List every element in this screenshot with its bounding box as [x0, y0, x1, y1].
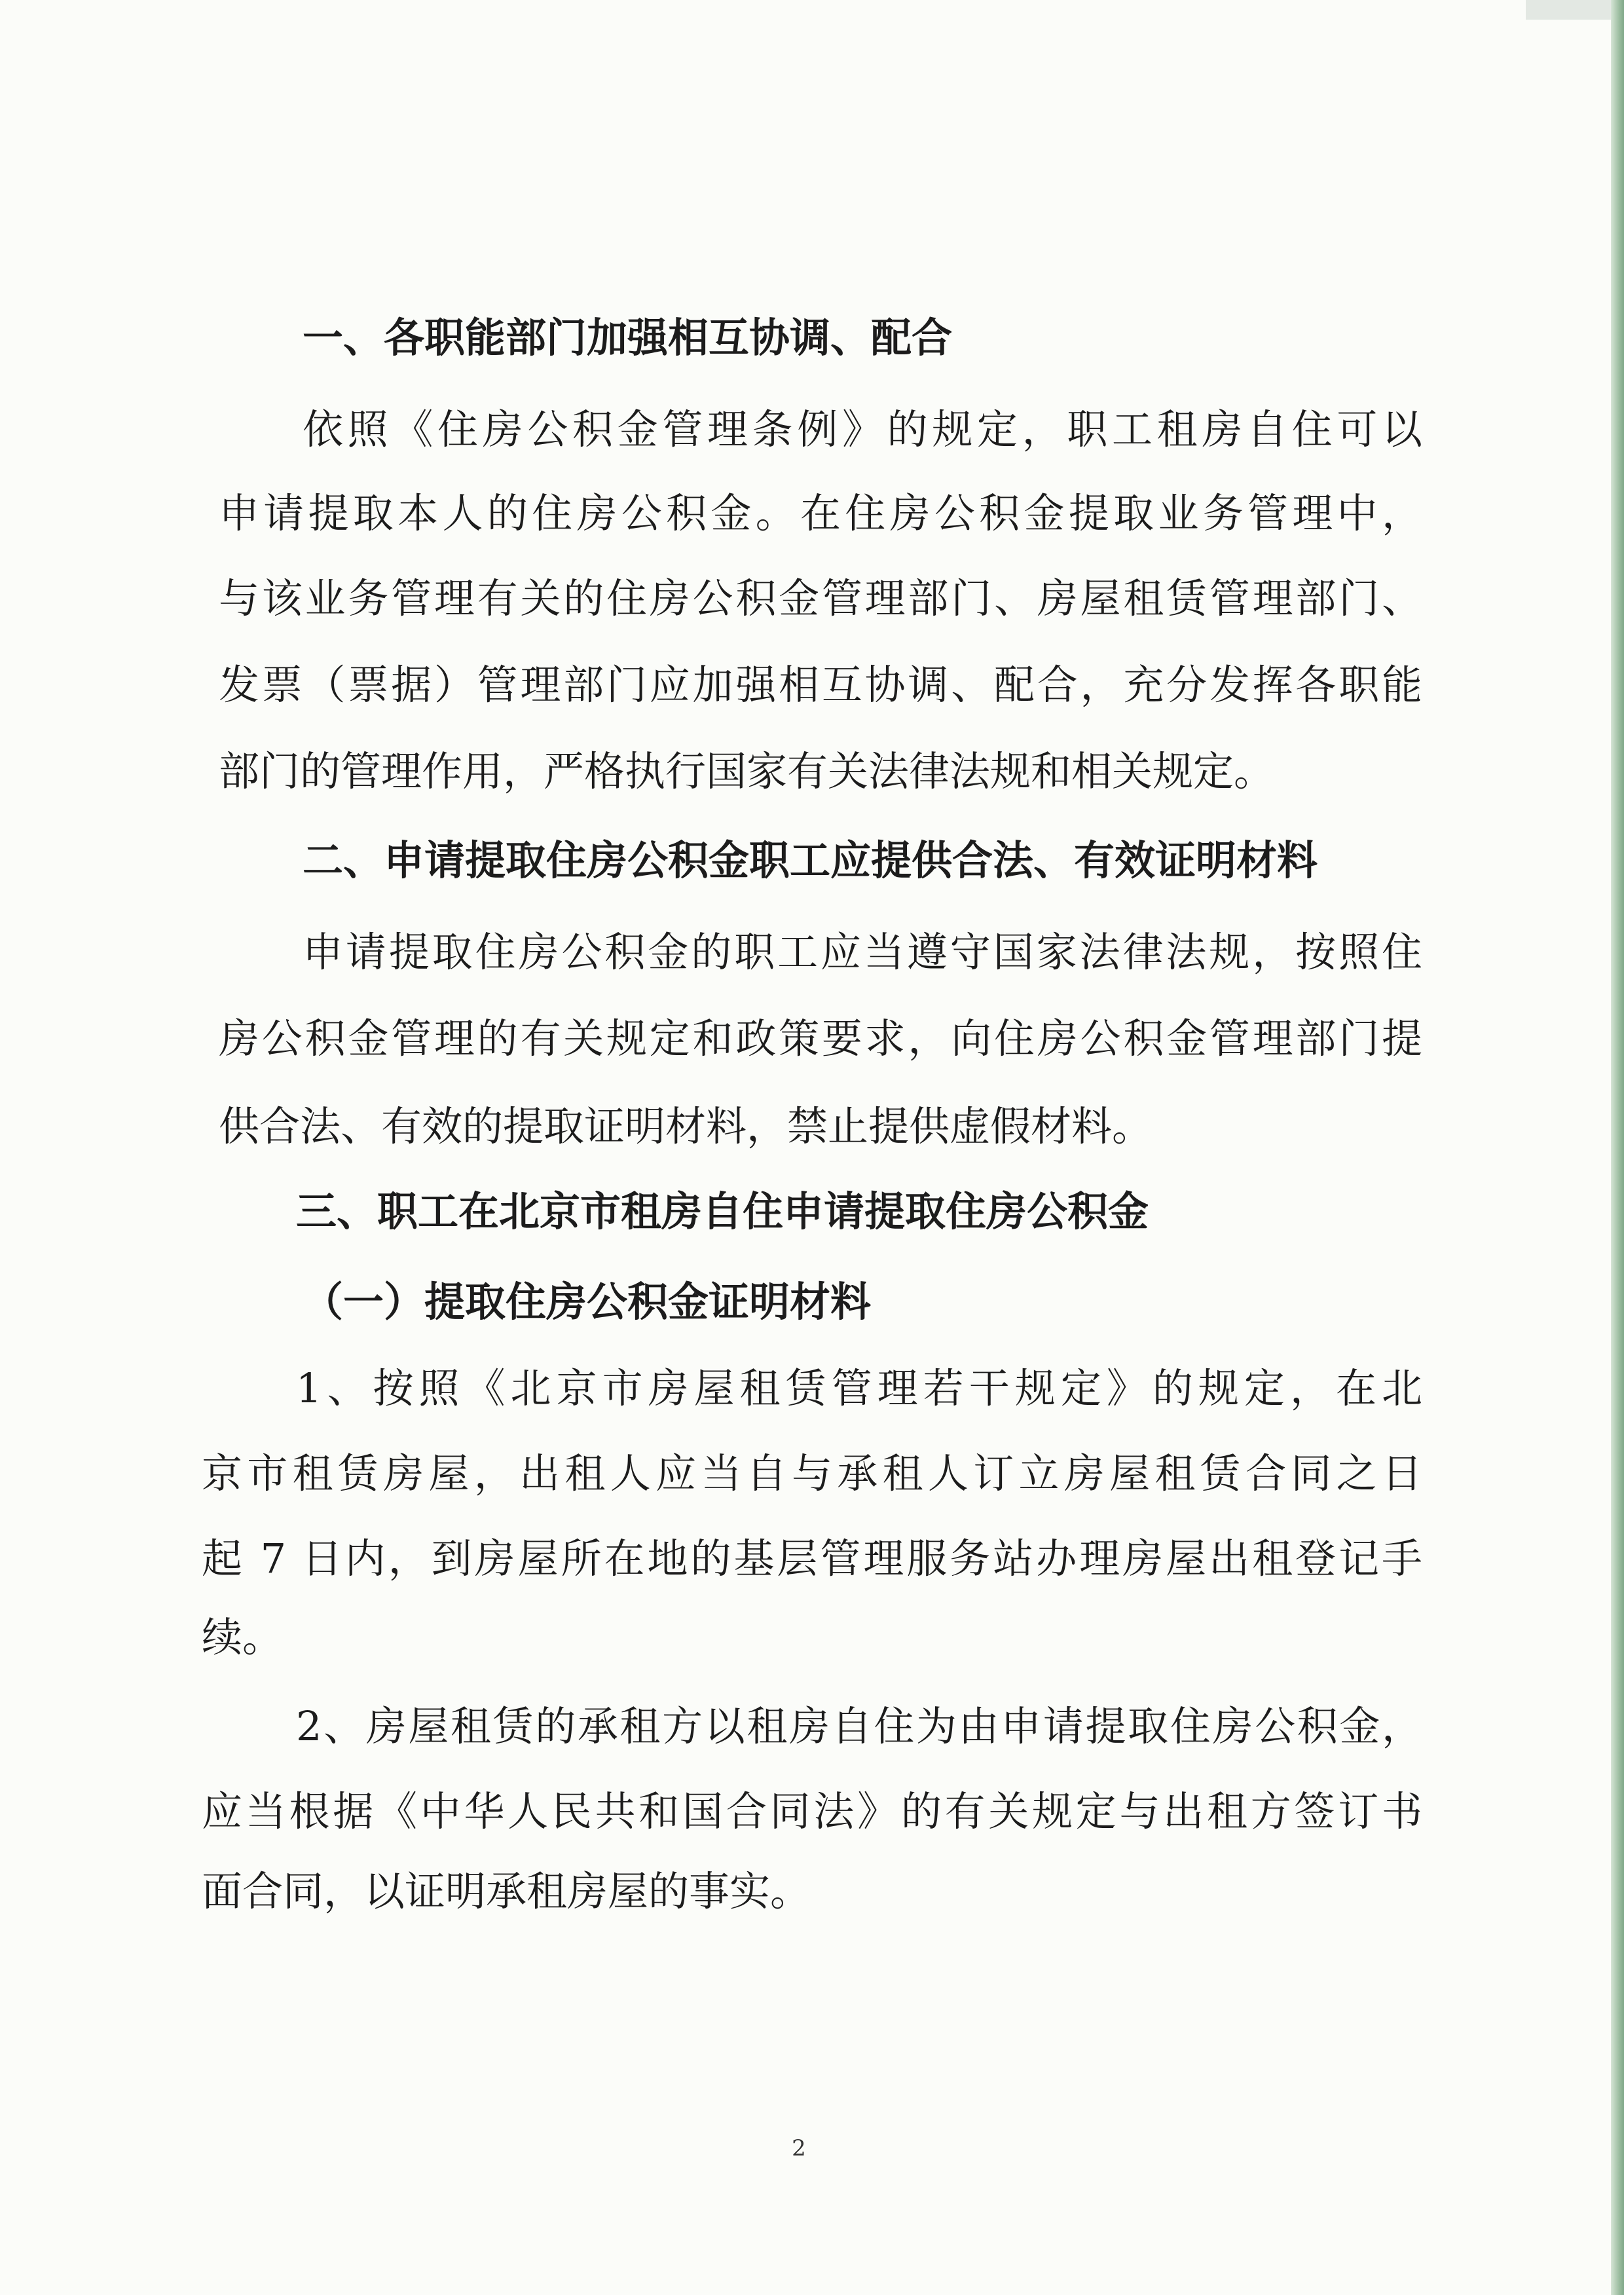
- section-3-heading: 三、职工在北京市租房自住申请提取住房公积金: [296, 1187, 1149, 1235]
- section-2-line-1: 申请提取住房公积金的职工应当遵守国家法律法规，按照住: [303, 928, 1422, 976]
- scan-edge-mark: [1526, 0, 1611, 20]
- section-1-heading: 一、各职能部门加强相互协调、配合: [303, 314, 953, 362]
- section-1-line-3: 与该业务管理有关的住房公积金管理部门、房屋租赁管理部门、: [219, 574, 1422, 622]
- item-1-line-1: 1、按照《北京市房屋租赁管理若干规定》的规定，在北: [296, 1364, 1422, 1412]
- item-2-line-1: 2、房屋租赁的承租方以租房自住为由申请提取住房公积金，: [296, 1702, 1422, 1750]
- item-2-line-2: 应当根据《中华人民共和国合同法》的有关规定与出租方签订书: [202, 1787, 1422, 1835]
- section-2-heading: 二、申请提取住房公积金职工应提供合法、有效证明材料: [303, 836, 1318, 884]
- item-1-line-3: 起 7 日内，到房屋所在地的基层管理服务站办理房屋出租登记手: [202, 1535, 1422, 1582]
- section-2-line-3: 供合法、有效的提取证明材料，禁止提供虚假材料。: [219, 1102, 1153, 1150]
- section-1-line-1: 依照《住房公积金管理条例》的规定，职工租房自住可以: [303, 405, 1422, 453]
- section-1-line-5: 部门的管理作用，严格执行国家有关法律法规和相关规定。: [219, 747, 1275, 795]
- section-1-line-4: 发票（票据）管理部门应加强相互协调、配合，充分发挥各职能: [219, 661, 1422, 709]
- section-3-subheading: （一）提取住房公积金证明材料: [303, 1278, 872, 1326]
- section-1-line-2: 申请提取本人的住房公积金。在住房公积金提取业务管理中，: [219, 489, 1422, 537]
- page-number: 2: [792, 2135, 806, 2161]
- section-2-line-2: 房公积金管理的有关规定和政策要求，向住房公积金管理部门提: [219, 1015, 1422, 1062]
- item-1-line-4: 续。: [202, 1613, 284, 1661]
- item-1-line-2: 京市租赁房屋，出租人应当自与承租人订立房屋租赁合同之日: [202, 1449, 1422, 1497]
- item-2-line-3: 面合同，以证明承租房屋的事实。: [202, 1867, 811, 1915]
- scan-edge-stripe: [1611, 0, 1624, 2295]
